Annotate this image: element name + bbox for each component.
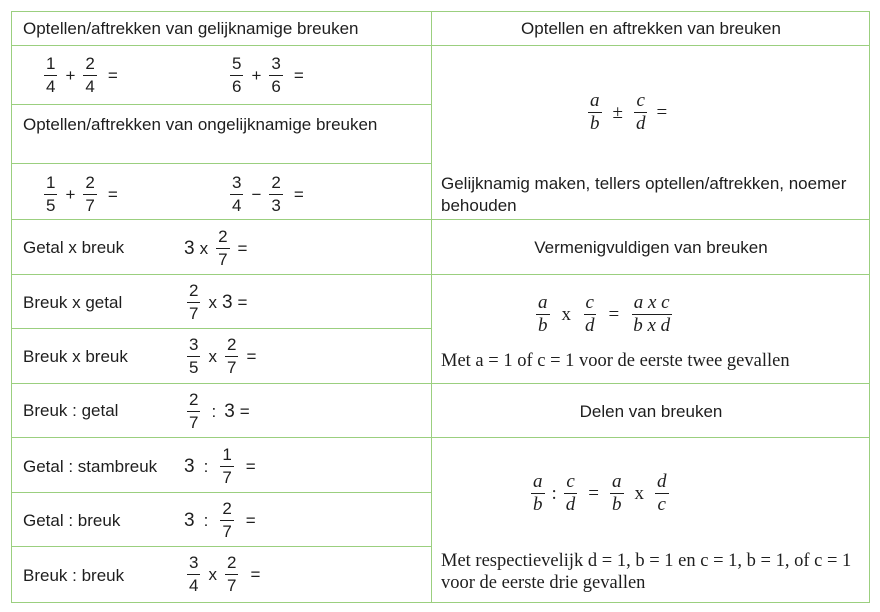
- denominator: 5: [46, 196, 56, 215]
- row-label: Getal x breuk: [23, 238, 125, 257]
- numerator: 5: [230, 54, 243, 76]
- numerator: a: [590, 90, 600, 111]
- unlike-fractions-title: Optellen/aftrekken van ongelijknamige breuken: [23, 115, 378, 134]
- numerator: d: [657, 471, 667, 492]
- equals-sign: =: [245, 456, 256, 476]
- equals-sign: =: [293, 184, 304, 204]
- equals-sign: =: [237, 238, 248, 258]
- row-expression: [184, 227, 252, 270]
- denominator: b: [538, 315, 548, 336]
- numerator: 3: [230, 173, 243, 195]
- numerator: 3: [187, 553, 200, 575]
- multiply-title: Vermenigvuldigen van breuken: [534, 238, 768, 257]
- numerator: 2: [83, 173, 96, 195]
- denominator: 5: [189, 358, 199, 377]
- denominator: d: [565, 494, 576, 515]
- row-expression: [184, 335, 261, 378]
- column-divider: [431, 11, 432, 603]
- numerator: a: [538, 292, 548, 313]
- row-expression: [184, 281, 252, 324]
- numerator: c: [636, 90, 645, 111]
- numerator: a: [533, 471, 543, 492]
- row-expression: [184, 445, 261, 488]
- row-expression: [184, 499, 261, 542]
- equals-sign: =: [656, 101, 668, 123]
- denominator: 6: [232, 77, 242, 96]
- operator: x: [208, 292, 217, 312]
- divide-title: Delen van breuken: [579, 402, 723, 421]
- example-unlike-2: [227, 173, 309, 216]
- numerator: 3: [269, 54, 282, 76]
- operator: x: [561, 303, 571, 325]
- numerator: 2: [225, 553, 238, 575]
- numerator: 2: [187, 390, 200, 412]
- row-label: Breuk x breuk: [23, 347, 128, 366]
- whole-number: 3: [184, 455, 195, 477]
- numerator: 2: [83, 54, 96, 76]
- numerator: a x c: [633, 292, 670, 313]
- equals-sign: =: [107, 184, 118, 204]
- add-subtract-note: Gelijknamig maken, tellers optellen/aftrekken, noemer behouden: [441, 174, 847, 215]
- row-divider: [11, 219, 870, 220]
- denominator: 4: [232, 196, 242, 215]
- denominator: d: [585, 315, 595, 336]
- like-fractions-title: Optellen/aftrekken van gelijknamige breuken: [23, 19, 359, 38]
- operator: ±: [612, 101, 623, 123]
- equals-sign: =: [608, 303, 620, 325]
- row-label: Getal : stambreuk: [23, 457, 158, 476]
- operator: x: [634, 482, 644, 504]
- denominator: 4: [189, 576, 199, 595]
- row-label: Breuk x getal: [23, 293, 123, 312]
- row-divider: [11, 104, 431, 105]
- row-divider: [11, 163, 431, 164]
- denominator: 3: [271, 196, 281, 215]
- denominator: 7: [218, 250, 228, 269]
- multiply-note: Met a = 1 of c = 1 voor de eerste twee gevallen: [441, 351, 790, 371]
- denominator: 7: [222, 468, 232, 487]
- equals-sign: =: [246, 346, 257, 366]
- equals-sign: =: [239, 401, 250, 421]
- denominator: 7: [222, 522, 232, 541]
- numerator: 1: [220, 445, 233, 467]
- row-label: Breuk : getal: [23, 401, 119, 420]
- divide-note: Met respectievelijk d = 1, b = 1 en c = 1, b = 1, of c = 1 voor de eerste drie gevallen: [441, 551, 852, 593]
- whole-number: 3: [224, 400, 235, 422]
- equals-sign: =: [107, 65, 118, 85]
- denominator: 6: [271, 77, 281, 96]
- add-subtract-formula: [585, 91, 672, 134]
- operator: +: [251, 65, 262, 85]
- numerator: 2: [225, 335, 238, 357]
- numerator: 2: [269, 173, 282, 195]
- operator: x: [208, 564, 217, 584]
- equals-sign: =: [588, 482, 599, 504]
- denominator: b: [533, 494, 543, 515]
- multiply-formula: [533, 293, 675, 336]
- numerator: 3: [187, 335, 200, 357]
- numerator: 1: [44, 173, 57, 195]
- operator: +: [65, 184, 76, 204]
- operator: :: [211, 401, 217, 421]
- numerator: 2: [216, 227, 229, 249]
- numerator: 2: [220, 499, 233, 521]
- operator: :: [203, 510, 209, 530]
- numerator: c: [585, 292, 594, 313]
- row-divider: [11, 328, 431, 329]
- row-divider: [11, 383, 870, 384]
- example-like-2: [227, 54, 309, 97]
- row-label: Getal : breuk: [23, 511, 121, 530]
- add-subtract-title: Optellen en aftrekken van breuken: [521, 19, 781, 38]
- row-divider: [11, 492, 431, 493]
- row-divider: [11, 546, 431, 547]
- whole-number: 3: [221, 291, 233, 313]
- row-divider: [11, 437, 870, 438]
- denominator: 7: [189, 304, 199, 323]
- numerator: c: [566, 471, 575, 492]
- denominator: b: [590, 113, 600, 134]
- denominator: 4: [46, 77, 56, 96]
- whole-number: 3: [184, 237, 195, 259]
- operator: :: [203, 456, 209, 476]
- denominator: 7: [226, 358, 237, 377]
- equals-sign: =: [245, 510, 256, 530]
- denominator: b x d: [633, 315, 671, 336]
- denominator: 7: [226, 576, 237, 595]
- example-like-1: [41, 54, 123, 97]
- example-unlike-1: [41, 173, 123, 216]
- divide-formula: [528, 472, 672, 515]
- operator: :: [551, 482, 557, 504]
- operator: +: [65, 65, 76, 85]
- operator: x: [199, 238, 209, 258]
- denominator: 4: [85, 77, 95, 96]
- row-expression: [184, 390, 255, 433]
- equals-sign: =: [293, 65, 304, 85]
- equals-sign: =: [250, 564, 261, 584]
- row-divider: [11, 45, 870, 46]
- denominator: c: [657, 494, 666, 515]
- numerator: 1: [44, 54, 57, 76]
- denominator: b: [612, 494, 622, 515]
- row-divider: [11, 274, 870, 275]
- row-expression: [184, 553, 265, 596]
- denominator: d: [635, 113, 646, 134]
- whole-number: 3: [184, 509, 195, 531]
- operator: −: [251, 184, 262, 204]
- numerator: a: [612, 471, 622, 492]
- fractions-table: [11, 11, 870, 603]
- operator: x: [208, 346, 217, 366]
- denominator: 7: [189, 413, 199, 432]
- row-label: Breuk : breuk: [23, 566, 125, 585]
- numerator: 2: [187, 281, 200, 303]
- equals-sign: =: [237, 292, 248, 312]
- denominator: 7: [85, 196, 95, 215]
